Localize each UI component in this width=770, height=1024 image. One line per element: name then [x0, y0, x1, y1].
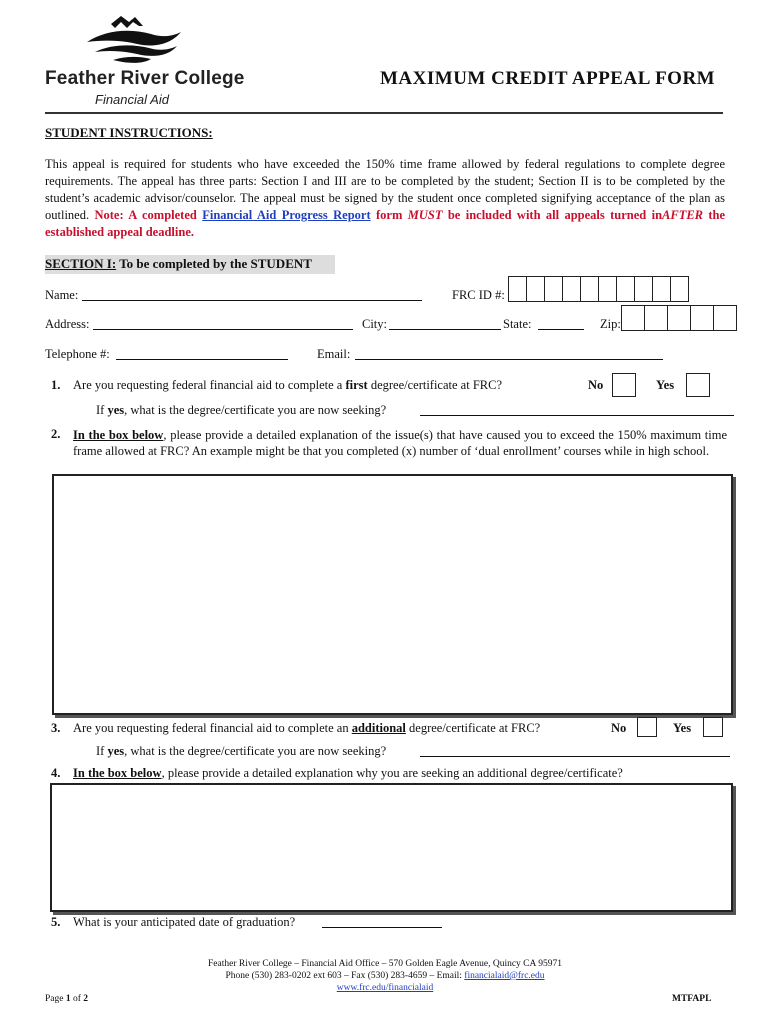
section1-heading [45, 255, 335, 274]
section1-label: SECTION I: [45, 256, 117, 271]
department-name: Financial Aid [95, 92, 169, 107]
footer-website-link[interactable]: www.frc.edu/financialaid [336, 983, 434, 993]
form-title: MAXIMUM CREDIT APPEAL FORM [380, 68, 716, 89]
footer-address: Feather River College – Financial Aid Office – 570 Golden Eagle Avenue, Quincy CA 95971 [208, 959, 562, 969]
form-code: MTFAPL [672, 994, 712, 1004]
q2-explanation-box[interactable] [52, 474, 733, 715]
state-label: State: [503, 317, 532, 331]
name-field[interactable] [82, 288, 422, 301]
header-divider [45, 112, 723, 114]
q1-no-checkbox[interactable] [612, 373, 636, 397]
q1-degree-field[interactable] [420, 403, 734, 416]
zip-field[interactable] [621, 305, 737, 331]
note-after: be included with all appeals turned in [447, 208, 663, 222]
section1-subtitle: To be completed by the STUDENT [119, 256, 312, 271]
address-label: Address: [45, 317, 90, 331]
city-field[interactable] [389, 317, 501, 330]
state-field[interactable] [538, 317, 584, 330]
graduation-date-field[interactable] [322, 915, 442, 928]
q5-number: 5. [51, 915, 61, 929]
q1-yes-label: Yes [656, 378, 675, 392]
q1-no-label: No [588, 378, 604, 392]
q2-text: In the box below, please provide a detailed explanation of the issue(s) that have caused you to exceed the 150% maximum time frame allowed at FRC? An example might be that you completed (x) number of ‘dual enrollment’ courses while in high school. [73, 428, 727, 458]
note-mid: form [376, 208, 403, 222]
q4-explanation-box[interactable] [50, 783, 733, 912]
college-name: Feather River College [45, 68, 245, 89]
footer-contact: Phone (530) 283-0202 ext 603 – Fax (530) 283-4659 – Email: financialaid@frc.edu [225, 971, 545, 981]
city-label: City: [362, 317, 388, 331]
telephone-field[interactable] [116, 347, 288, 360]
zip-label: Zip: [600, 317, 621, 331]
q3-number: 3. [51, 721, 61, 735]
telephone-label: Telephone #: [45, 347, 110, 361]
instructions-heading: STUDENT INSTRUCTIONS: [45, 125, 213, 140]
instructions-paragraph [45, 156, 725, 241]
q3-yes-checkbox[interactable] [703, 717, 723, 737]
q4-text: In the box below, please provide a detailed explanation why you are seeking an additional degree/certificate? [73, 766, 623, 780]
q1-yes-checkbox[interactable] [686, 373, 710, 397]
q3-yes-label: Yes [673, 721, 692, 735]
q3-text: Are you requesting federal financial aid to complete an additional degree/certificate at FRC? [73, 721, 541, 735]
frc-id-label: FRC ID #: [452, 288, 505, 302]
email-label: Email: [317, 347, 351, 361]
q3-no-label: No [611, 721, 627, 735]
q3-followup: If yes, what is the degree/certificate you are now seeking? [96, 744, 387, 758]
q1-number: 1. [51, 378, 61, 392]
q1-text: Are you requesting federal financial aid to complete a first degree/certificate at FRC? [73, 378, 502, 392]
frc-id-field[interactable] [508, 276, 689, 302]
email-field[interactable] [355, 347, 663, 360]
q1-followup: If yes, what is the degree/certificate you are now seeking? [96, 403, 387, 417]
note-must: MUST [407, 208, 443, 222]
note-after-word: AFTER [662, 208, 704, 222]
address-field[interactable] [93, 317, 353, 330]
q4-number: 4. [51, 766, 61, 780]
name-label: Name: [45, 288, 79, 302]
progress-report-link[interactable]: Financial Aid Progress Report [202, 208, 371, 222]
page-number: Page 1 of 2 [45, 994, 89, 1004]
college-logo [85, 14, 185, 66]
q5-text: What is your anticipated date of graduation? [73, 915, 296, 929]
instructions-body: This appeal is required for students who have exceeded the 150% time frame allowed by federal regulations to complete degree requirements. The appeal has three parts: Section I and III are to be completed by the student; Section II is to be completed by the student’s academic advisor/counselor. The appeal must be signed by the student once completed signifying acceptance of the plan as outlined. [45, 157, 725, 222]
q3-no-checkbox[interactable] [637, 717, 657, 737]
footer-email-link[interactable]: financialaid@frc.edu [464, 971, 545, 981]
note-prefix: Note: A completed [94, 208, 197, 222]
note-end: the established appeal deadline. [45, 208, 726, 239]
q3-degree-field[interactable] [420, 744, 730, 757]
q2-number: 2. [51, 427, 61, 441]
footer-website [0, 982, 770, 995]
